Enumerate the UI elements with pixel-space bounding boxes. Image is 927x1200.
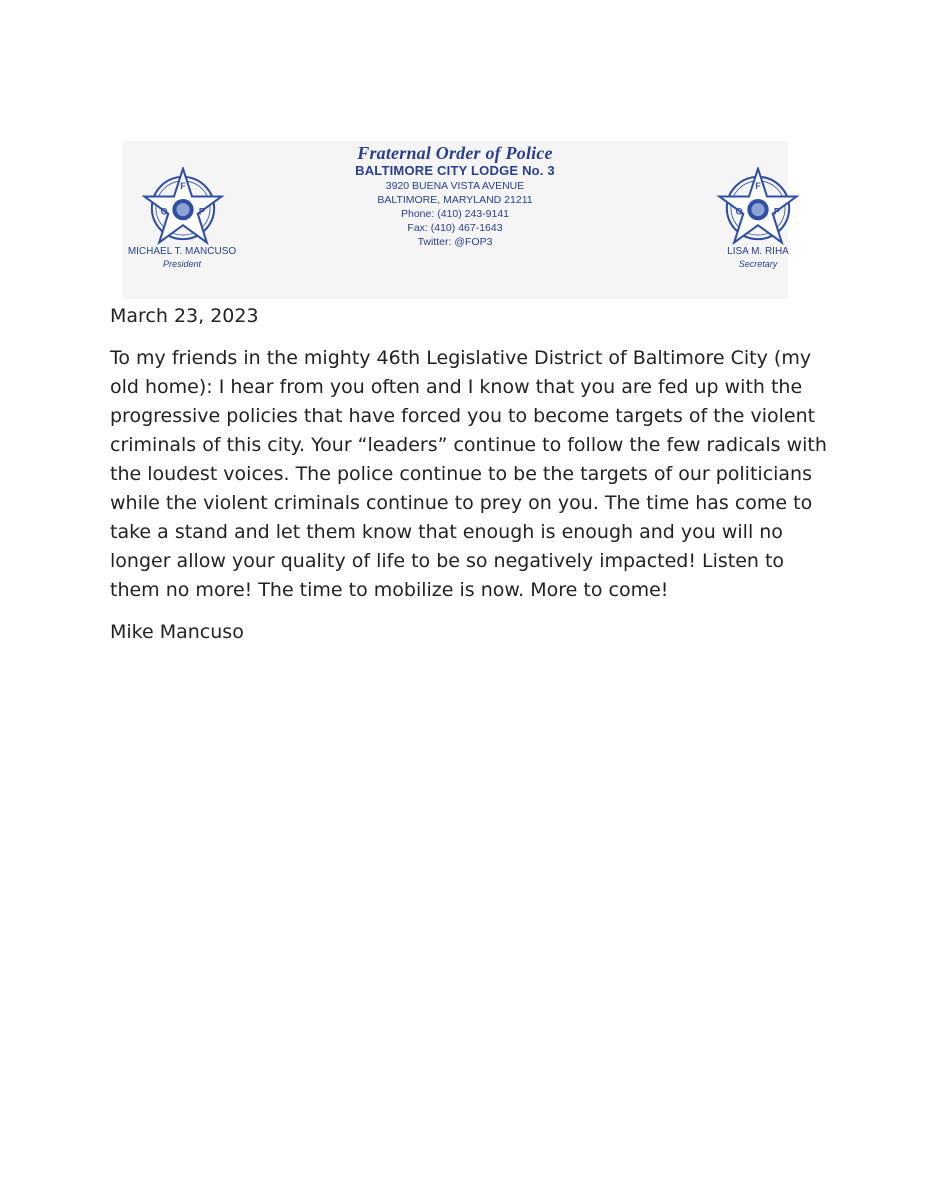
secretary-name: LISA M. RIHA bbox=[727, 246, 789, 257]
address-line-1: 3920 BUENA VISTA AVENUE bbox=[385, 180, 525, 192]
letter-body bbox=[110, 302, 830, 647]
org-name: Fraternal Order of Police bbox=[357, 143, 553, 163]
svg-text:F: F bbox=[180, 181, 186, 192]
lodge-contact-block bbox=[282, 143, 628, 249]
svg-text:O: O bbox=[160, 206, 168, 217]
svg-text:P: P bbox=[773, 206, 780, 217]
svg-text:F: F bbox=[755, 181, 761, 192]
fax-line: Fax: (410) 467-1643 bbox=[407, 222, 503, 234]
twitter-line: Twitter: @FOP3 bbox=[417, 236, 493, 248]
svg-text:P: P bbox=[198, 206, 205, 217]
phone-line: Phone: (410) 243-9141 bbox=[401, 208, 509, 220]
letter-paragraph: To my friends in the mighty 46th Legislative District of Baltimore City (my old home): I hear from you often and I know that you are fed up with the progressive policies that have forced you to become targets of the violent criminals of this city. Your “leaders” continue to follow the few radicals with the loudest voices. The police continue to be the targets of our politicians while the violent criminals continue to prey on you. The time has come to take a stand and let them know that enough is enough and you will no longer allow your quality of life to be so negatively impacted! Listen to them no more! The time to mobilize is now. More to come! bbox=[110, 347, 827, 601]
address-line-2: BALTIMORE, MARYLAND 21211 bbox=[377, 194, 533, 206]
lodge-name: BALTIMORE CITY LODGE No. 3 bbox=[355, 163, 555, 178]
letter-date: March 23, 2023 bbox=[110, 305, 259, 327]
president-title: President bbox=[162, 259, 202, 269]
fop-star-emblem-icon bbox=[142, 167, 224, 249]
letterhead bbox=[122, 141, 788, 299]
fop-star-emblem-icon bbox=[717, 167, 799, 249]
president-block bbox=[102, 245, 262, 271]
president-name: MICHAEL T. MANCUSO bbox=[127, 246, 237, 257]
secretary-title: Secretary bbox=[738, 259, 778, 269]
letter-signature: Mike Mancuso bbox=[110, 621, 244, 643]
secretary-block bbox=[678, 245, 838, 271]
svg-text:O: O bbox=[735, 206, 743, 217]
